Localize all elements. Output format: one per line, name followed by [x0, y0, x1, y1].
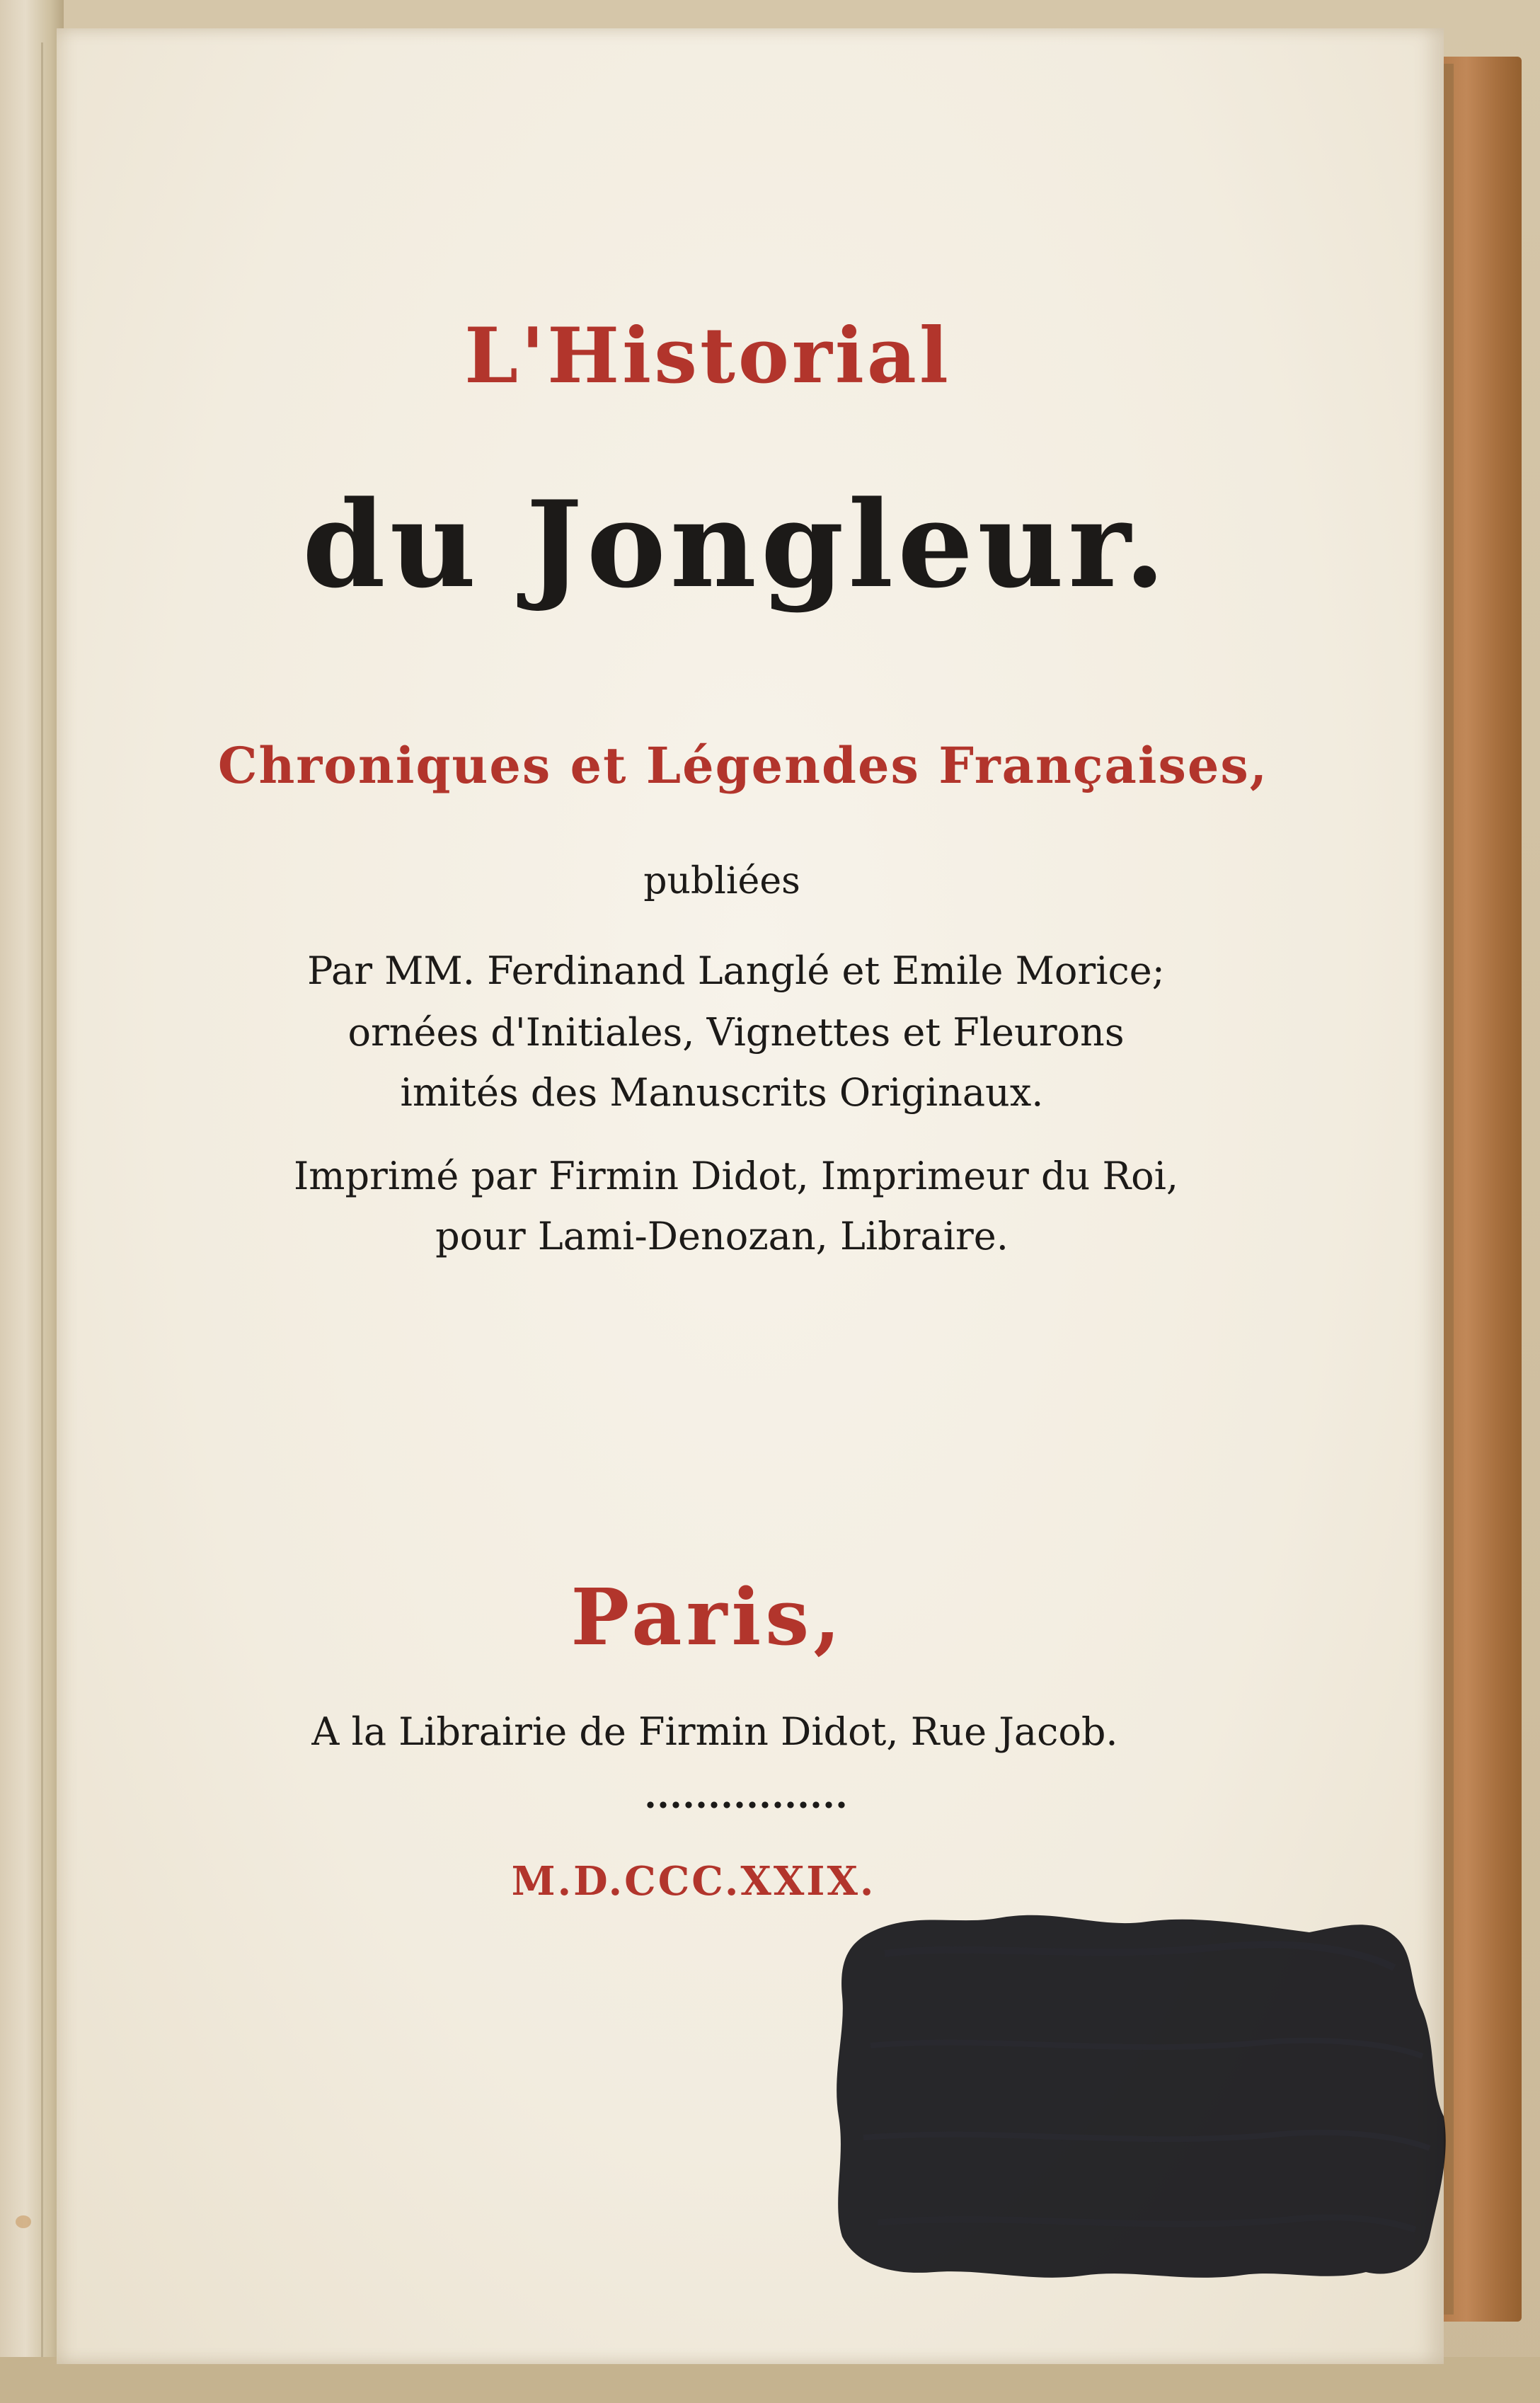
imprint-year: M.D.CCC.XXIX.: [511, 1858, 876, 1905]
authors-line-2: ornées d'Initiales, Vignettes et Fleurons: [347, 1010, 1125, 1055]
title-line-2: du Jongleur.: [302, 474, 1170, 614]
published-label: publiées: [643, 860, 800, 902]
authors-line-3: imités des Manuscrits Originaux.: [400, 1070, 1044, 1115]
dotted-ornament-rule: [644, 1800, 849, 1810]
printer-line-2: pour Lami-Denozan, Libraire.: [435, 1214, 1009, 1258]
page-foxing-spot: [16, 2215, 31, 2228]
obscured-ink-stamp: [828, 1904, 1451, 2286]
imprint-city: Paris,: [570, 1571, 845, 1663]
printer-line-1: Imprimé par Firmin Didot, Imprimeur du Roi,: [293, 1154, 1179, 1198]
subtitle: Chroniques et Légendes Françaises,: [217, 736, 1269, 795]
title-page: [57, 28, 1444, 2364]
imprint-address: A la Librairie de Firmin Didot, Rue Jacob.: [311, 1709, 1118, 1754]
authors-line-1: Par MM. Ferdinand Langlé et Emile Morice;: [307, 948, 1165, 993]
title-line-1: L'Historial: [464, 311, 951, 401]
